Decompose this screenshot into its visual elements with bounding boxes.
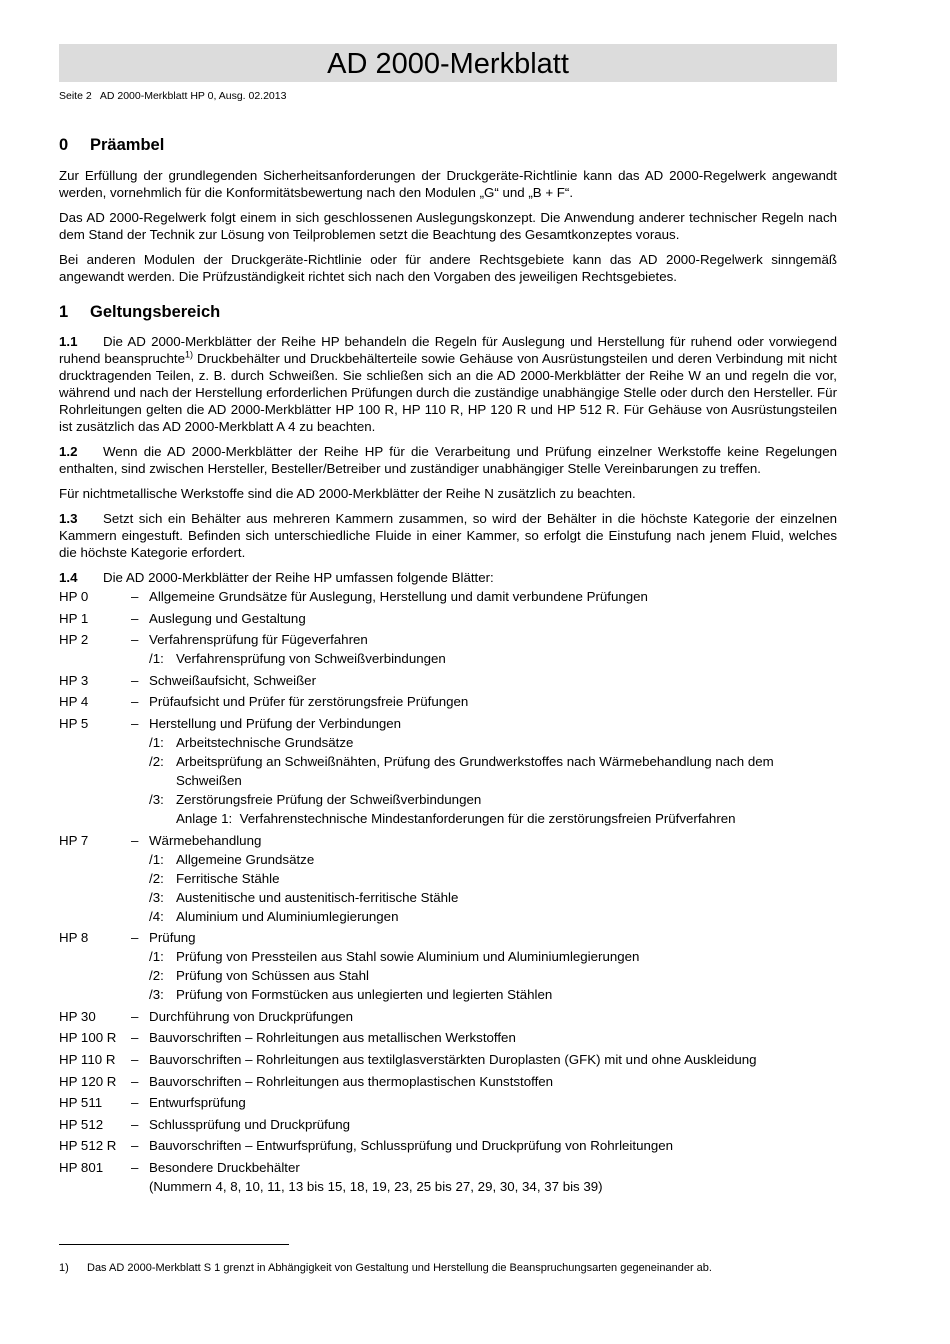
sub-item-text: Prüfung von Formstücken aus unlegierten und legierten Stählen <box>176 987 553 1003</box>
paragraph-number: 1.1 <box>59 334 78 349</box>
list-item-row <box>59 587 837 606</box>
list-dash: – <box>131 715 139 731</box>
merkblatt-code: HP 110 R <box>59 1051 116 1067</box>
sub-item-number: /1: <box>149 851 164 867</box>
sub-item-text: Ferritische Stähle <box>176 870 280 886</box>
merkblatt-title: Durchführung von Druckprüfungen <box>149 1008 354 1024</box>
footnote <box>59 1262 712 1274</box>
sub-item-number: /1: <box>149 734 164 750</box>
list-item <box>59 1072 837 1091</box>
sub-item-number: /3: <box>149 791 164 807</box>
sub-item-text: Arbeitsprüfung an Schweißnähten, Prüfung des Grundwerkstoffes nach Wärmebehandlung nach dem Schweißen <box>176 753 774 788</box>
merkblatt-title-wrap <box>149 630 837 649</box>
merkblatt-title: Bauvorschriften – Entwurfsprüfung, Schlussprüfung und Druckprüfung von Rohrleitungen <box>149 1138 674 1154</box>
merkblatt-title: Schlussprüfung und Druckprüfung <box>149 1116 351 1132</box>
merkblatt-title: Herstellung und Prüfung der Verbindungen <box>149 715 402 731</box>
merkblatt-title-wrap <box>149 1007 837 1026</box>
list-item-row <box>59 831 837 850</box>
paragraph-1-1: 1.1 Die AD 2000-Merkblätter der Reihe HP behandeln die Regeln für Auslegung und Herstellung für ruhend oder vorwiegend ruhend beanspruchte$^{1)}$ Druckbehälter und Druckbehälterteile sowie Gehäuse von Ausrüstungsteilen und deren Verbindung mit nicht drucktragenden Teilen, z. B. durch Schweißen. Sie schließen sich an die AD 2000-Merkblätter der Reihe W an und regeln die vor, während und nach der Herstellung erforderlichen Prüfungen durch die zuständige unabhängige Stelle oder durch den Hersteller. Für Rohrleitungen gelten die AD 2000-Merkblätter HP 100 R, HP 110 R, HP 120 R und HP 512 R. Für Gehäuse von Ausrüstungsteilen ist zusätzlich das AD 2000-Merkblatt A 4 zu beachten. <box>59 334 837 434</box>
list-item-row <box>59 928 837 947</box>
document-page <box>59 44 837 1199</box>
sub-item-number: /1: <box>149 651 164 667</box>
merkblatt-title-wrap <box>149 587 837 606</box>
sub-item <box>149 790 837 809</box>
sub-item <box>149 649 837 668</box>
sub-item <box>149 869 837 888</box>
merkblatt-code: HP 120 R <box>59 1073 117 1089</box>
paragraph-1-4: 1.4 Die AD 2000-Merkblätter der Reihe HP umfassen folgende Blätter: <box>59 570 494 585</box>
merkblatt-code: HP 511 <box>59 1095 103 1111</box>
merkblatt-code: HP 2 <box>59 632 89 648</box>
sub-item-text: Austenitische und austenitisch-ferritische Stähle <box>176 889 459 905</box>
list-item <box>59 1007 837 1026</box>
paragraph-number: 1.3 <box>59 511 78 526</box>
sub-item-number: /2: <box>149 753 164 769</box>
list-item <box>59 928 837 1004</box>
preamble-paragraph-1: Zur Erfüllung der grundlegenden Sicherheitsanforderungen der Druckgeräte-Richtlinie kann das AD 2000-Regelwerk angewandt werden, vornehmlich für die Konformitätsbewertung nach den Modulen „G“ und „B + F“. <box>59 168 837 200</box>
list-item-row <box>59 1028 837 1047</box>
footnote-divider <box>59 1244 289 1245</box>
list-dash: – <box>131 632 139 648</box>
list-item-row <box>59 1072 837 1091</box>
list-item-row <box>59 630 837 649</box>
merkblatt-title-wrap <box>149 1050 837 1069</box>
sub-item <box>149 850 837 869</box>
sub-item-number: /4: <box>149 908 164 924</box>
merkblatt-title: Verfahrensprüfung für Fügeverfahren <box>149 632 368 648</box>
merkblatt-title-wrap <box>149 692 837 711</box>
paragraph-1-3: 1.3 Setzt sich ein Behälter aus mehreren Kammern zusammen, so wird der Behälter in die höchste Kategorie der einzelnen Kammern eingestuft. Befinden sich unterschiedliche Fluide in einer Kammer, so erfolgt die Einstufung nach jenem Fluid, welches die höchste Kategorie erfordert. <box>59 511 837 560</box>
sub-item-text: Aluminium und Aluminiumlegierungen <box>176 908 399 924</box>
merkblatt-title-wrap <box>149 714 837 733</box>
merkblatt-title: Bauvorschriften – Rohrleitungen aus textilglasverstärkten Duroplasten (GFK) mit und ohne Auskleidung <box>149 1051 757 1067</box>
merkblatt-code: HP 512 <box>59 1116 104 1132</box>
merkblatt-title-wrap <box>149 1136 837 1155</box>
list-item-row <box>59 1158 837 1196</box>
list-item-row <box>59 714 837 733</box>
preamble-paragraph-2: Das AD 2000-Regelwerk folgt einem in sich geschlossenen Auslegungskonzept. Die Anwendung anderer technischer Regeln nach dem Stand der Technik zur Lösung von Teilproblemen setzt die Beachtung des Gesamtkonzeptes voraus. <box>59 210 837 242</box>
sub-item <box>149 985 837 1004</box>
list-item <box>59 1050 837 1069</box>
sub-item-text: Verfahrensprüfung von Schweißverbindungen <box>176 651 446 667</box>
list-dash: – <box>131 672 139 688</box>
list-dash: – <box>131 1159 139 1175</box>
list-dash: – <box>131 589 139 604</box>
merkblatt-title-wrap <box>149 671 837 690</box>
merkblatt-code: HP 8 <box>59 930 89 946</box>
list-item <box>59 831 837 926</box>
merkblatt-title: Prüfung <box>149 930 196 946</box>
annex-item: Anlage 1: Verfahrenstechnische Mindestanforderungen für die zerstörungsfreien Prüfverfahren <box>176 810 736 826</box>
footnote-mark: 1) <box>59 1262 69 1274</box>
paragraph-number: 1.2 <box>59 444 78 459</box>
list-dash: – <box>131 694 139 710</box>
list-dash: – <box>131 1030 139 1046</box>
footnote-text: Das AD 2000-Merkblatt S 1 grenzt in Abhängigkeit von Gestaltung und Herstellung die Beanspruchungsarten gegeneinander ab. <box>87 1262 712 1274</box>
list-dash: – <box>131 1073 139 1089</box>
list-item <box>59 1028 837 1047</box>
merkblatt-title: Entwurfsprüfung <box>149 1095 246 1111</box>
list-item <box>59 609 837 628</box>
list-dash: – <box>131 1051 139 1067</box>
sub-item-text: Prüfung von Pressteilen aus Stahl sowie Aluminium und Aluminiumlegierungen <box>176 949 640 965</box>
sub-item-number: /2: <box>149 870 164 886</box>
merkblatt-code: HP 5 <box>59 715 89 731</box>
merkblatt-code: HP 512 R <box>59 1138 117 1154</box>
merkblatt-code: HP 1 <box>59 610 89 626</box>
list-item <box>59 1158 837 1196</box>
list-item <box>59 1115 837 1134</box>
paragraph-1-2: 1.2 Wenn die AD 2000-Merkblätter der Reihe HP für die Verarbeitung und Prüfung einzelner Werkstoffe keine Regelungen enthalten, sind zwischen Hersteller, Besteller/Betreiber und zuständiger unabhängiger Stelle Vereinbarungen zu treffen. <box>59 444 837 476</box>
paragraph-number: 1.4 <box>59 570 78 585</box>
list-item-row <box>59 609 837 628</box>
merkblatt-list <box>59 587 837 1196</box>
page-subheader: Seite 2 AD 2000-Merkblatt HP 0, Ausg. 02.2013 <box>59 90 287 102</box>
sub-item <box>149 752 837 790</box>
section-1-heading <box>59 303 837 322</box>
merkblatt-title-wrap <box>149 1115 837 1134</box>
sub-item <box>149 888 837 907</box>
list-dash: – <box>131 1116 139 1132</box>
merkblatt-code: HP 0 <box>59 589 89 604</box>
list-dash: – <box>131 1095 139 1111</box>
merkblatt-title: Bauvorschriften – Rohrleitungen aus metallischen Werkstoffen <box>149 1030 516 1046</box>
sub-item-number: /3: <box>149 987 164 1003</box>
section-title: Geltungsbereich <box>90 303 221 321</box>
sub-item-number: /2: <box>149 968 164 984</box>
footnote-ref[interactable]: 1) <box>185 349 194 360</box>
sub-item <box>149 947 837 966</box>
merkblatt-title-wrap <box>149 609 837 628</box>
merkblatt-code: HP 30 <box>59 1008 96 1024</box>
preamble-paragraph-3: Bei anderen Modulen der Druckgeräte-Richtlinie oder für andere Rechtsgebiete kann das AD 2000-Regelwerk sinngemäß angewandt werden. Die Prüfzuständigkeit richtet sich nach den Vorgaben des jeweiligen Rechtsgebietes. <box>59 252 837 284</box>
merkblatt-title: Bauvorschriften – Rohrleitungen aus thermoplastischen Kunststoffen <box>149 1073 554 1089</box>
document-title: AD 2000-Merkblatt <box>59 44 837 82</box>
merkblatt-title: Besondere Druckbehälter <box>149 1159 300 1175</box>
merkblatt-code: HP 7 <box>59 832 89 848</box>
list-dash: – <box>131 610 139 626</box>
list-dash: – <box>131 1008 139 1024</box>
merkblatt-title-wrap <box>149 1072 837 1091</box>
merkblatt-code: HP 3 <box>59 672 89 688</box>
merkblatt-code: HP 4 <box>59 694 89 710</box>
merkblatt-title-wrap <box>149 831 837 850</box>
list-item-row <box>59 1115 837 1134</box>
list-item <box>59 671 837 690</box>
list-item-row <box>59 1007 837 1026</box>
list-dash: – <box>131 1138 139 1154</box>
list-item <box>59 1093 837 1112</box>
sub-item-number: /1: <box>149 949 164 965</box>
list-item <box>59 587 837 606</box>
list-dash: – <box>131 832 139 848</box>
list-item <box>59 630 837 668</box>
sub-item-text: Allgemeine Grundsätze <box>176 851 315 867</box>
merkblatt-title-wrap <box>149 1158 837 1196</box>
list-item-row <box>59 1050 837 1069</box>
sub-item <box>149 966 837 985</box>
paragraph-1-2-note: Für nichtmetallische Werkstoffe sind die AD 2000-Merkblätter der Reihe N zusätzlich zu beachten. <box>59 486 636 501</box>
merkblatt-title-wrap <box>149 1093 837 1112</box>
list-item <box>59 692 837 711</box>
merkblatt-title: Prüfaufsicht und Prüfer für zerstörungsfreie Prüfungen <box>149 694 469 710</box>
list-item-row <box>59 1093 837 1112</box>
merkblatt-title: Wärmebehandlung <box>149 832 262 848</box>
sub-item-text: Zerstörungsfreie Prüfung der Schweißverbindungen <box>176 791 482 807</box>
sub-item-number: /3: <box>149 889 164 905</box>
list-item-row <box>59 1136 837 1155</box>
sub-item-text: Arbeitstechnische Grundsätze <box>176 734 354 750</box>
list-item-row <box>59 692 837 711</box>
sub-item <box>149 733 837 752</box>
list-dash: – <box>131 930 139 946</box>
merkblatt-title: Allgemeine Grundsätze für Auslegung, Herstellung und damit verbundene Prüfungen <box>149 589 648 604</box>
merkblatt-code: HP 100 R <box>59 1030 117 1046</box>
merkblatt-title: Auslegung und Gestaltung <box>149 610 306 626</box>
section-0-heading <box>59 136 837 155</box>
list-item-row <box>59 671 837 690</box>
section-number: 1 <box>59 303 69 321</box>
list-item <box>59 1136 837 1155</box>
merkblatt-title-extra: (Nummern 4, 8, 10, 11, 13 bis 15, 18, 19, 23, 25 bis 27, 29, 30, 34, 37 bis 39) <box>149 1178 603 1194</box>
merkblatt-code: HP 801 <box>59 1159 104 1175</box>
list-item <box>59 714 837 828</box>
merkblatt-title-wrap <box>149 1028 837 1047</box>
section-title: Präambel <box>90 136 165 154</box>
merkblatt-title: Schweißaufsicht, Schweißer <box>149 672 317 688</box>
sub-item <box>149 907 837 926</box>
merkblatt-title-wrap <box>149 928 837 947</box>
sub-item-text: Prüfung von Schüssen aus Stahl <box>176 968 369 984</box>
section-number: 0 <box>59 136 69 154</box>
